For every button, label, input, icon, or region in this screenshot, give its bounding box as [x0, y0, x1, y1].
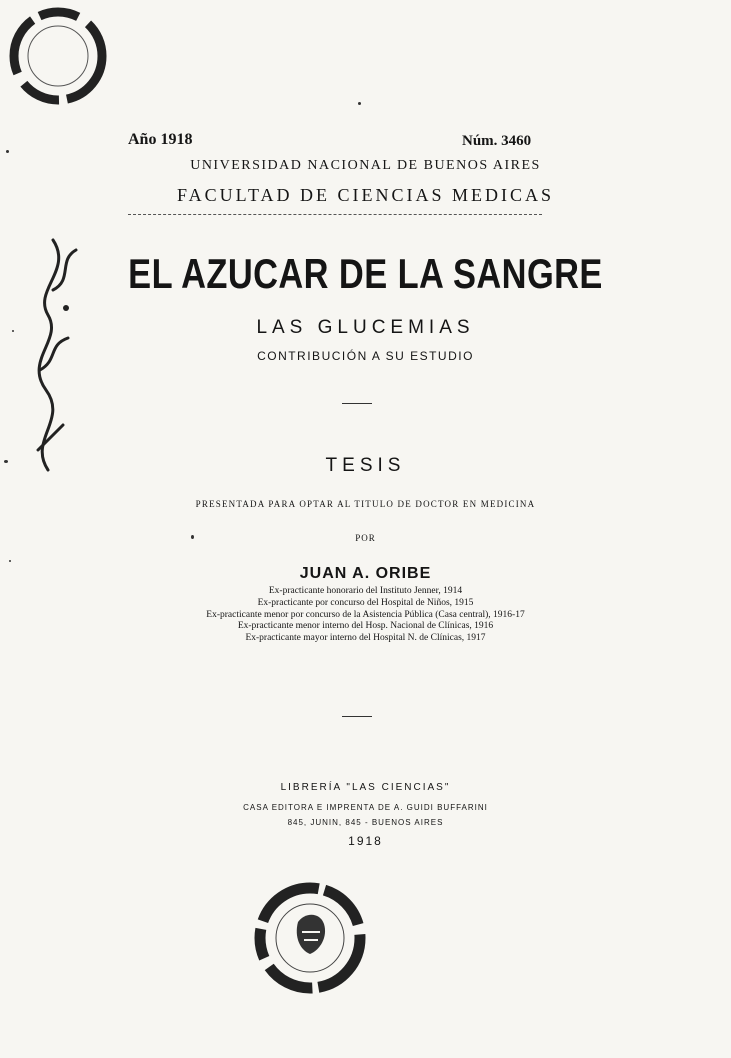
main-title: EL AZUCAR DE LA SANGRE: [128, 250, 603, 297]
credit-line: Ex-practicante honorario del Instituto Jenner, 1914: [268, 586, 463, 596]
thesis-label: TESIS: [325, 455, 406, 476]
publisher-name: LIBRERÍA "LAS CIENCIAS": [280, 782, 451, 793]
thesis-number: Núm. 3460: [462, 133, 532, 149]
faculty-name: FACULTAD DE CIENCIAS MEDICAS: [176, 185, 555, 205]
credit-line: Ex-practicante por concurso del Hospital de Niños, 1915: [257, 597, 474, 608]
presented-for-degree: PRESENTADA PARA OPTAR AL TITULO DE DOCTOR EN MEDICINA: [195, 499, 536, 509]
publisher-address: 845, JUNIN, 845 - BUENOS AIRES: [287, 818, 444, 827]
contribution-line: CONTRIBUCIÓN A SU ESTUDIO: [257, 349, 474, 363]
year-label: Año 1918: [128, 131, 193, 148]
author-credits: [0, 586, 731, 645]
credit-line: Ex-practicante mayor interno del Hospital N. de Clínicas, 1917: [245, 633, 486, 644]
library-stamp-top: [8, 4, 108, 108]
library-stamp-bottom: [250, 882, 370, 994]
subtitle: LAS GLUCEMIAS: [256, 317, 475, 338]
ornament-rule-bottom: [342, 716, 372, 717]
publisher-press: CASA EDITORA E IMPRENTA DE A. GUIDI BUFFARINI: [243, 803, 488, 812]
credit-line: Ex-practicante menor interno del Hosp. Nacional de Clínicas, 1916: [237, 621, 494, 632]
author-name: JUAN A. ORIBE: [299, 565, 432, 582]
header-divider: [128, 214, 542, 215]
ornament-rule-top: [342, 403, 372, 404]
university-name: UNIVERSIDAD NACIONAL DE BUENOS AIRES: [190, 158, 541, 173]
publication-year: 1918: [348, 834, 383, 848]
by-label: POR: [355, 533, 376, 543]
credit-line: Ex-practicante menor por concurso de la Asistencia Pública (Casa central), 1916-17: [206, 609, 525, 620]
